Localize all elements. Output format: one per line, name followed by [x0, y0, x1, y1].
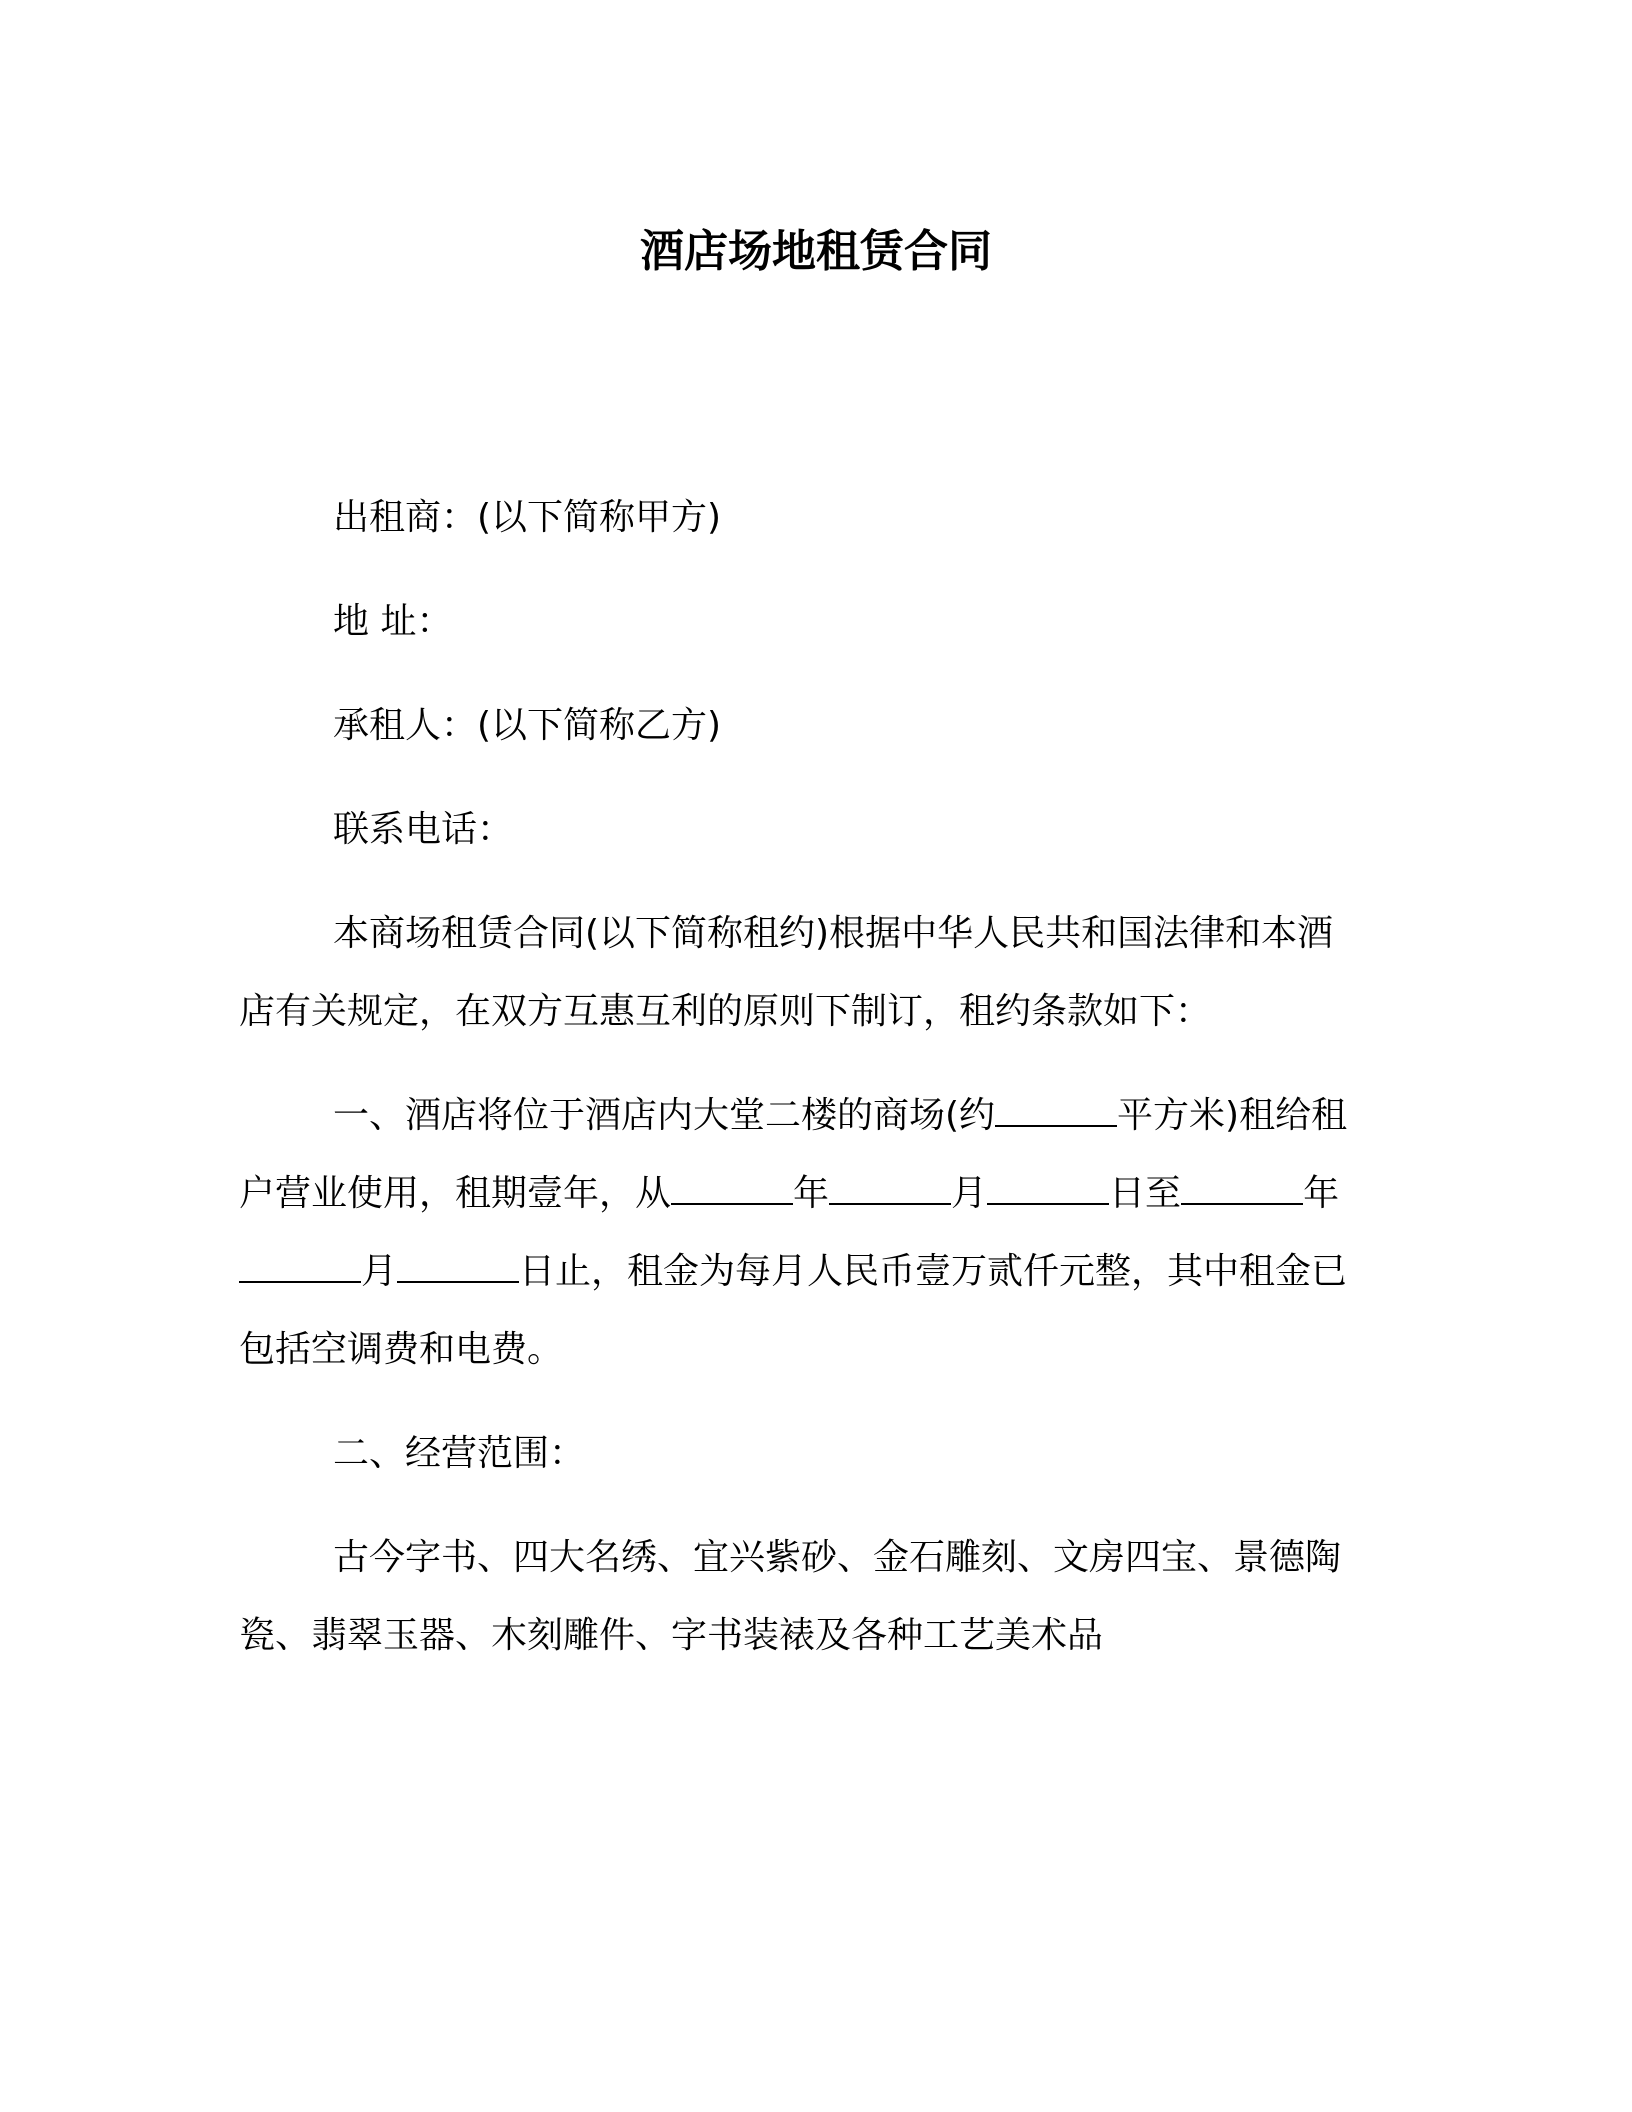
end-year-blank	[1181, 1173, 1303, 1205]
intro-line-2: 店有关规定，在双方互惠互利的原则下制订，租约条款如下：	[239, 991, 1212, 1032]
month-label: 月	[361, 1251, 398, 1292]
document-title: 酒店场地租赁合同	[640, 226, 992, 277]
day-to-label: 日至	[1109, 1173, 1182, 1214]
lessor-line: 出租商：(以下简称甲方)	[333, 497, 722, 538]
clause1-text: 日止，租金为每月人民币壹万贰仟元整，其中租金已	[519, 1251, 1348, 1292]
clause1-line-3	[239, 1247, 1347, 1297]
clause1-text: 户营业使用，租期壹年，从	[239, 1173, 672, 1214]
clause1-line-4: 包括空调费和电费。	[239, 1329, 564, 1370]
end-day-blank	[397, 1251, 519, 1283]
start-month-blank	[829, 1173, 951, 1205]
year-label: 年	[793, 1173, 830, 1214]
clause2-heading: 二、经营范围：	[333, 1433, 586, 1474]
clause1-text: 一、酒店将位于酒店内大堂二楼的商场(约	[333, 1095, 996, 1136]
start-day-blank	[987, 1173, 1109, 1205]
scope-line-1: 古今字书、四大名绣、宜兴紫砂、金石雕刻、文房四宝、景德陶	[333, 1537, 1342, 1578]
intro-line-1: 本商场租赁合同(以下简称租约)根据中华人民共和国法律和本酒	[333, 913, 1334, 954]
clause1-text: 平方米)租给租	[1117, 1095, 1348, 1136]
clause1-line-1	[333, 1091, 1347, 1141]
year-label: 年	[1303, 1173, 1340, 1214]
phone-line: 联系电话：	[333, 809, 514, 850]
area-blank	[995, 1095, 1117, 1127]
end-month-blank	[239, 1251, 361, 1283]
address-line: 地 址：	[333, 601, 453, 642]
month-label: 月	[951, 1173, 988, 1214]
start-year-blank	[671, 1173, 793, 1205]
clause1-line-2	[239, 1169, 1339, 1219]
lessee-line: 承租人：(以下简称乙方)	[333, 705, 722, 746]
scope-line-2: 瓷、翡翠玉器、木刻雕件、字书装裱及各种工艺美术品	[239, 1615, 1104, 1656]
